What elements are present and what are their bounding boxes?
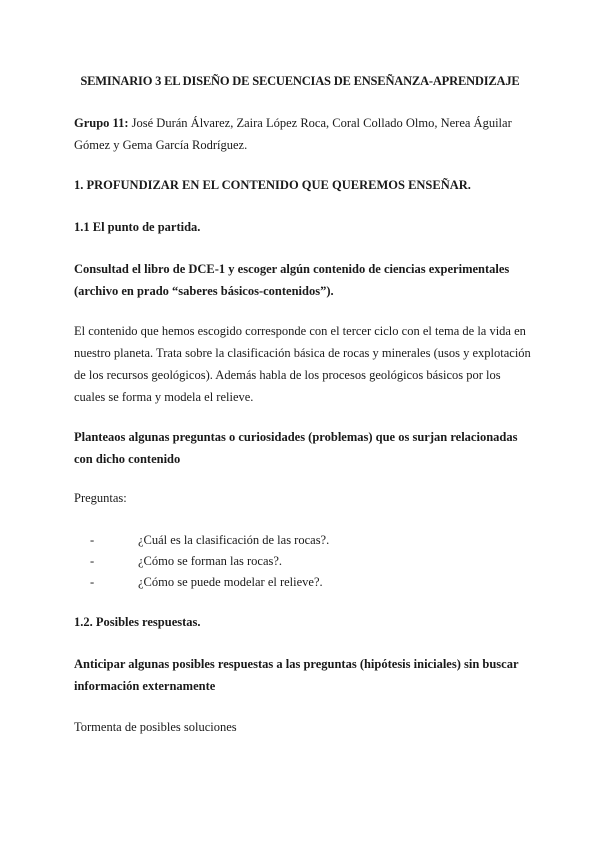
content-paragraph: El contenido que hemos escogido corresponde con el tercer ciclo con el tema de la vida en nuestro planeta. Trata sobre la clasificación básica de rocas y minerales (usos y explotación de los recursos geológicos). Además habla de los procesos geológicos básicos por los cuales se forma y modela el relieve. [74,324,531,404]
document-title: SEMINARIO 3 EL DISEÑO DE SECUENCIAS DE ENSEÑANZA-APRENDIZAJE [80,74,520,88]
group-line [74,112,534,156]
prompt-hypotheses: Anticipar algunas posibles respuestas a las preguntas (hipótesis iniciales) sin buscar información externamente [74,657,519,693]
closing-text: Tormenta de posibles soluciones [74,720,237,734]
list-marker: - [90,554,95,568]
subsection-1-1-heading: 1.1 El punto de partida. [74,220,201,234]
list-item [90,571,323,593]
group-label: Grupo 11: [74,116,129,130]
question-text: ¿Cómo se forman las rocas?. [138,554,283,568]
question-text: ¿Cómo se puede modelar el relieve?. [138,575,323,589]
prompt-questions: Planteaos algunas preguntas o curiosidades (problemas) que os surjan relacionadas con dicho contenido [74,430,518,466]
question-text: ¿Cuál es la clasificación de las rocas?. [138,533,330,547]
group-members: José Durán Álvarez, Zaira López Roca, Coral Collado Olmo, Nerea Águilar Gómez y Gema García Rodríguez. [74,116,512,152]
questions-label: Preguntas: [74,491,127,505]
prompt-choose-content: Consultad el libro de DCE-1 y escoger algún contenido de ciencias experimentales (archivo en prado “saberes básicos-contenidos”). [74,262,510,298]
list-item [90,550,282,572]
list-item [90,529,329,551]
subsection-1-2-heading: 1.2. Posibles respuestas. [74,615,201,629]
section-1-heading: 1. PROFUNDIZAR EN EL CONTENIDO QUE QUEREMOS ENSEÑAR. [74,178,471,192]
list-marker: - [90,533,95,547]
list-marker: - [90,575,95,589]
